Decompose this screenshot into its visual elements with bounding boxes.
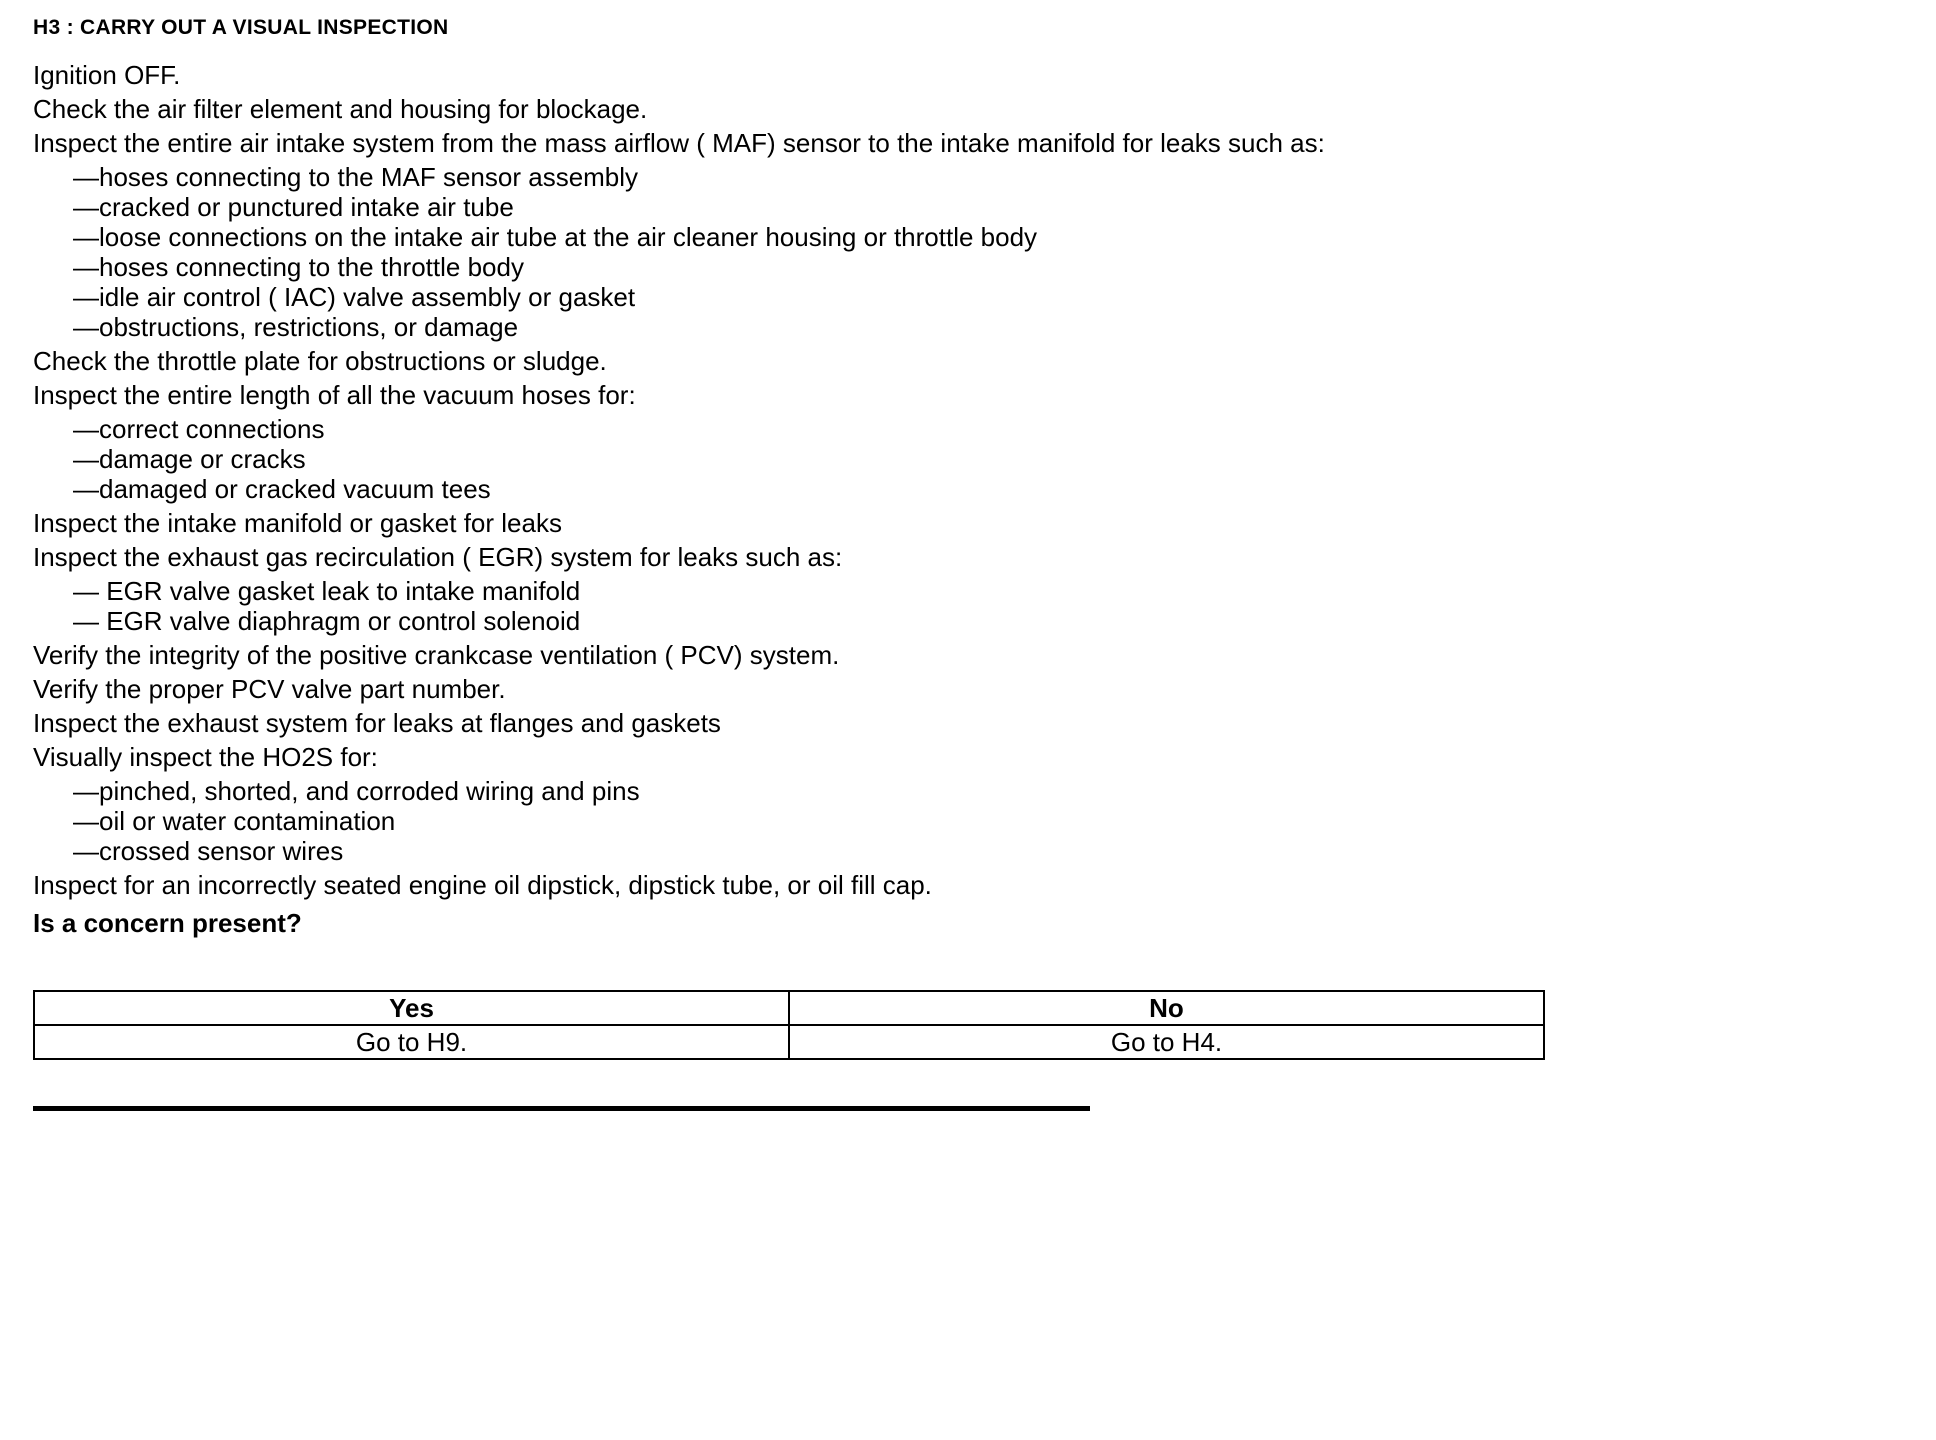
procedure-subitem: — EGR valve diaphragm or control solenoid bbox=[73, 606, 581, 636]
procedure-subitem: —cracked or punctured intake air tube bbox=[73, 192, 514, 222]
procedure-line: Verify the integrity of the positive crankcase ventilation ( PCV) system. bbox=[33, 640, 840, 670]
procedure-line: Check the air filter element and housing for blockage. bbox=[33, 94, 648, 124]
procedure-subitem: —damage or cracks bbox=[73, 444, 306, 474]
procedure-line: Ignition OFF. bbox=[33, 60, 181, 90]
procedure-subitem: —damaged or cracked vacuum tees bbox=[73, 474, 491, 504]
no-header-cell: No bbox=[789, 991, 1544, 1025]
procedure-line: Inspect for an incorrectly seated engine oil dipstick, dipstick tube, or oil fill cap. bbox=[33, 870, 932, 900]
page-title: H3 : CARRY OUT A VISUAL INSPECTION bbox=[33, 16, 449, 39]
procedure-line: Inspect the exhaust system for leaks at flanges and gaskets bbox=[33, 708, 721, 738]
yes-action-cell: Go to H9. bbox=[34, 1025, 789, 1059]
procedure-subitem: —loose connections on the intake air tube at the air cleaner housing or throttle body bbox=[73, 222, 1038, 252]
no-action-cell: Go to H4. bbox=[789, 1025, 1544, 1059]
procedure-subitem: —obstructions, restrictions, or damage bbox=[73, 312, 519, 342]
table-row bbox=[34, 1025, 1544, 1059]
procedure-subitem: —crossed sensor wires bbox=[73, 836, 344, 866]
procedure-subitem: —hoses connecting to the throttle body bbox=[73, 252, 524, 282]
procedure-line: Inspect the exhaust gas recirculation ( EGR) system for leaks such as: bbox=[33, 542, 843, 572]
procedure-line: Visually inspect the HO2S for: bbox=[33, 742, 378, 772]
yes-header-cell: Yes bbox=[34, 991, 789, 1025]
result-table bbox=[33, 990, 1545, 1060]
procedure-line: Inspect the intake manifold or gasket for leaks bbox=[33, 508, 562, 538]
procedure-subitem: —idle air control ( IAC) valve assembly or gasket bbox=[73, 282, 636, 312]
procedure-subitem: —hoses connecting to the MAF sensor assembly bbox=[73, 162, 639, 192]
question-line: Is a concern present? bbox=[33, 908, 302, 938]
bottom-rule bbox=[33, 1106, 1090, 1111]
procedure-subitem: —correct connections bbox=[73, 414, 325, 444]
procedure-line: Inspect the entire length of all the vacuum hoses for: bbox=[33, 380, 636, 410]
procedure-line: Verify the proper PCV valve part number. bbox=[33, 674, 506, 704]
procedure-subitem: —pinched, shorted, and corroded wiring and pins bbox=[73, 776, 640, 806]
procedure-subitem: —oil or water contamination bbox=[73, 806, 396, 836]
procedure-line: Check the throttle plate for obstructions or sludge. bbox=[33, 346, 607, 376]
table-header-row bbox=[34, 991, 1544, 1025]
procedure-line: Inspect the entire air intake system from the mass airflow ( MAF) sensor to the intake manifold for leaks such as: bbox=[33, 128, 1325, 158]
procedure-subitem: — EGR valve gasket leak to intake manifold bbox=[73, 576, 581, 606]
